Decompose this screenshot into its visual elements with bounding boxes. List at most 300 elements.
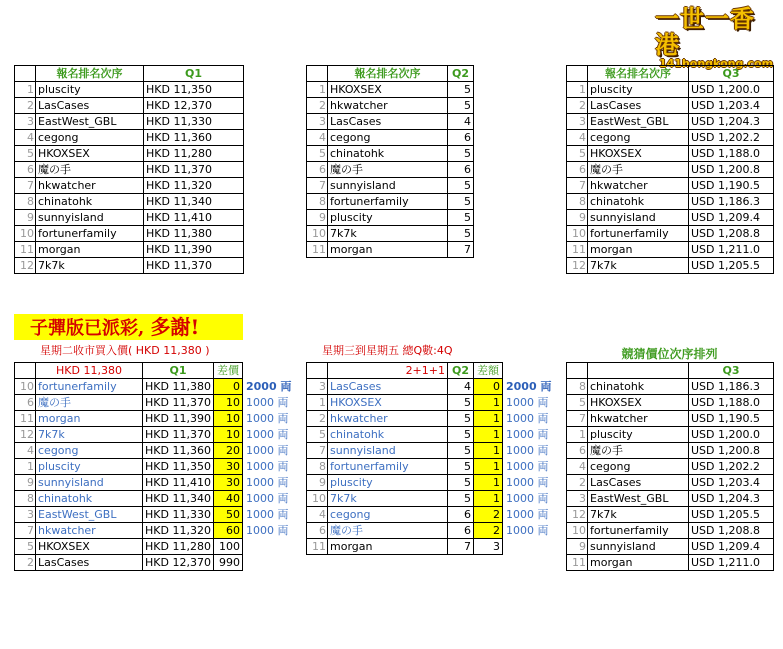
table-row <box>15 226 244 242</box>
table-cell: 5 <box>448 210 474 226</box>
table-cell: HKD 11,370 <box>144 258 244 274</box>
payout-cell: 1000 両 <box>246 524 289 537</box>
table-cell: 5 <box>448 475 474 491</box>
buy-price-note: 星期二收市買入價( HKD 11,380 ) <box>40 344 210 357</box>
result-table-q3 <box>566 362 774 571</box>
table-cell: morgan <box>328 539 448 555</box>
table-cell: fortunerfamily <box>588 523 689 539</box>
difference-cell: 990 <box>214 555 243 571</box>
table-cell: 魔の手 <box>328 162 448 178</box>
table-cell: USD 1,208.8 <box>689 523 774 539</box>
row-number: 3 <box>567 114 588 130</box>
row-number: 5 <box>15 146 36 162</box>
table-cell: 5 <box>448 146 474 162</box>
payout-cell: 1000 両 <box>506 428 549 441</box>
row-number: 9 <box>15 475 36 491</box>
header-cell: Q3 <box>689 66 774 82</box>
table-cell: 6 <box>448 507 474 523</box>
table-cell: 5 <box>448 226 474 242</box>
result-table-q2 <box>306 362 555 555</box>
table-q3 <box>566 65 774 274</box>
table-row <box>567 146 774 162</box>
row-number: 6 <box>307 162 328 178</box>
table-cell: morgan <box>36 411 143 427</box>
difference-cell: 60 <box>214 523 243 539</box>
table-cell: USD 1,190.5 <box>689 178 774 194</box>
row-number: 9 <box>567 210 588 226</box>
table-cell: HKD 11,370 <box>143 395 214 411</box>
table-row <box>15 82 244 98</box>
table-cell: USD 1,209.4 <box>689 210 774 226</box>
table-cell: LasCases <box>328 379 448 395</box>
difference-cell: 100 <box>214 539 243 555</box>
table-row <box>307 194 474 210</box>
row-number: 10 <box>15 226 36 242</box>
header-cell <box>15 66 36 82</box>
difference-cell: 10 <box>214 411 243 427</box>
table-cell: 7 <box>448 539 474 555</box>
table-cell: LasCases <box>328 114 448 130</box>
table-cell: 5 <box>448 411 474 427</box>
table-cell: chinatohk <box>36 194 144 210</box>
difference-cell: 2 <box>474 523 503 539</box>
table-cell: HKOXSEX <box>588 146 689 162</box>
table-cell: USD 1,186.3 <box>689 379 774 395</box>
table-cell: cegong <box>36 130 144 146</box>
difference-cell: 3 <box>474 539 503 555</box>
payout-cell: 1000 両 <box>246 492 289 505</box>
row-number: 6 <box>307 523 328 539</box>
row-number: 5 <box>567 395 588 411</box>
table-cell: 7 <box>448 242 474 258</box>
table-header <box>567 66 774 82</box>
table-row <box>567 82 774 98</box>
row-number: 8 <box>567 194 588 210</box>
table-cell: HKOXSEX <box>36 539 143 555</box>
row-number: 11 <box>15 242 36 258</box>
table-row <box>307 475 555 491</box>
table-cell: chinatohk <box>36 491 143 507</box>
banner-text: 子彈版已派彩, <box>30 318 151 339</box>
table-cell: HKD 11,280 <box>143 539 214 555</box>
table-cell: USD 1,211.0 <box>689 555 774 571</box>
table-header <box>307 66 474 82</box>
table-row <box>567 258 774 274</box>
table-cell: sunnyisland <box>36 210 144 226</box>
table-cell: cegong <box>328 130 448 146</box>
table-cell: 魔の手 <box>588 162 689 178</box>
table-row <box>567 395 774 411</box>
table-cell: cegong <box>328 507 448 523</box>
row-number: 2 <box>307 411 328 427</box>
table-cell: HKD 11,380 <box>144 226 244 242</box>
header-cell <box>567 363 588 379</box>
row-number: 10 <box>567 226 588 242</box>
table-cell: cegong <box>36 443 143 459</box>
difference-cell: 1 <box>474 491 503 507</box>
table-cell: pluscity <box>588 82 689 98</box>
row-number: 11 <box>567 555 588 571</box>
difference-cell: 1 <box>474 411 503 427</box>
table-cell: 6 <box>448 523 474 539</box>
table-cell: HKD 11,390 <box>143 411 214 427</box>
table-row <box>567 475 774 491</box>
row-number: 10 <box>567 523 588 539</box>
table-header <box>15 66 244 82</box>
table-cell: HKD 11,360 <box>143 443 214 459</box>
difference-cell: 20 <box>214 443 243 459</box>
table-cell: 7k7k <box>36 258 144 274</box>
table-cell: USD 1,200.0 <box>689 427 774 443</box>
table-cell: USD 1,190.5 <box>689 411 774 427</box>
table-q1 <box>14 65 244 274</box>
row-number: 9 <box>567 539 588 555</box>
table-row <box>567 427 774 443</box>
header-cell: 報名排名次序 <box>588 66 689 82</box>
row-number: 2 <box>15 98 36 114</box>
table-cell: 5 <box>448 459 474 475</box>
table-cell: 魔の手 <box>36 395 143 411</box>
logo-title: 一世一香港 <box>655 4 755 59</box>
q-count-note: 星期三到星期五 總Q數:4Q <box>322 344 453 357</box>
payout-cell: 1000 両 <box>246 412 289 425</box>
difference-cell: 30 <box>214 475 243 491</box>
payout-cell: 1000 両 <box>246 460 289 473</box>
row-number: 7 <box>567 411 588 427</box>
table-row <box>15 258 244 274</box>
row-number: 12 <box>567 507 588 523</box>
table-cell: 6 <box>448 162 474 178</box>
q3-ranking-title: 競猜價位次序排列 <box>621 347 718 361</box>
table-row <box>307 491 555 507</box>
table-row <box>15 162 244 178</box>
row-number: 8 <box>307 459 328 475</box>
payout-cell <box>243 555 345 571</box>
table-row <box>307 146 474 162</box>
payout-cell: 1000 両 <box>246 428 289 441</box>
table-row <box>15 555 345 571</box>
table-cell: 5 <box>448 427 474 443</box>
table-row <box>567 443 774 459</box>
table-cell: USD 1,204.3 <box>689 114 774 130</box>
table-cell: fortunerfamily <box>36 226 144 242</box>
table-cell: USD 1,188.0 <box>689 146 774 162</box>
row-number: 6 <box>567 162 588 178</box>
table-cell: morgan <box>36 242 144 258</box>
logo-url: 141hongkong.com <box>659 57 774 70</box>
table-row <box>15 459 345 475</box>
table-row <box>307 539 555 555</box>
table-cell: hkwatcher <box>588 411 689 427</box>
header-cell: HKD 11,380 <box>36 363 143 379</box>
table-cell: 7k7k <box>588 258 689 274</box>
table-cell: morgan <box>328 242 448 258</box>
row-number: 4 <box>307 507 328 523</box>
table-cell: HKD 11,350 <box>143 459 214 475</box>
table-cell: USD 1,200.0 <box>689 82 774 98</box>
payout-cell: 1000 両 <box>506 460 549 473</box>
table-cell: 5 <box>448 98 474 114</box>
table-row <box>307 162 474 178</box>
table-cell: USD 1,208.8 <box>689 226 774 242</box>
table-cell: USD 1,203.4 <box>689 475 774 491</box>
table-row <box>15 178 244 194</box>
table-cell: fortunerfamily <box>328 194 448 210</box>
difference-cell: 1 <box>474 459 503 475</box>
header-cell: 報名排名次序 <box>328 66 448 82</box>
row-number: 7 <box>567 178 588 194</box>
payout-cell: 2000 両 <box>246 380 292 393</box>
payout-cell: 1000 両 <box>506 524 549 537</box>
table-row <box>567 226 774 242</box>
table-header <box>307 363 555 379</box>
header-cell <box>588 363 689 379</box>
table-cell: LasCases <box>36 555 143 571</box>
table-cell: pluscity <box>588 427 689 443</box>
table-cell: EastWest_GBL <box>588 491 689 507</box>
table-row <box>307 98 474 114</box>
payout-cell: 1000 両 <box>246 396 289 409</box>
table-row <box>567 162 774 178</box>
table-row <box>15 443 345 459</box>
table-cell: HKD 11,330 <box>143 507 214 523</box>
table-cell: HKD 11,380 <box>143 379 214 395</box>
payout-cell: 1000 両 <box>506 396 549 409</box>
payout-cell: 1000 両 <box>246 508 289 521</box>
table-cell: HKD 11,410 <box>144 210 244 226</box>
table-cell: HKD 11,320 <box>144 178 244 194</box>
table-cell: 5 <box>448 491 474 507</box>
table-cell: HKD 11,390 <box>144 242 244 258</box>
table-row <box>567 130 774 146</box>
table-cell: 5 <box>448 443 474 459</box>
row-number: 3 <box>307 114 328 130</box>
table-header <box>15 363 345 379</box>
table-row <box>307 507 555 523</box>
row-number: 3 <box>15 114 36 130</box>
difference-cell: 0 <box>214 379 243 395</box>
row-number: 2 <box>567 98 588 114</box>
table-cell: 4 <box>448 114 474 130</box>
table-row <box>307 178 474 194</box>
table-cell: 魔の手 <box>328 523 448 539</box>
payout-cell <box>503 539 555 555</box>
table-cell: 7k7k <box>328 491 448 507</box>
header-cell <box>307 363 328 379</box>
table-cell: pluscity <box>36 82 144 98</box>
table-row <box>15 427 345 443</box>
row-number: 8 <box>307 194 328 210</box>
header-spacer <box>503 363 555 379</box>
banner-thanks: 多謝! <box>150 315 200 339</box>
table-cell: USD 1,203.4 <box>689 98 774 114</box>
table-cell: chinatohk <box>588 379 689 395</box>
header-cell <box>567 66 588 82</box>
site-logo <box>655 4 777 70</box>
difference-cell: 1 <box>474 395 503 411</box>
difference-cell: 30 <box>214 459 243 475</box>
table-row <box>567 242 774 258</box>
table-q2 <box>306 65 474 258</box>
row-number: 3 <box>15 507 36 523</box>
table-row <box>15 114 244 130</box>
table-cell: pluscity <box>328 210 448 226</box>
table-row <box>567 98 774 114</box>
table-cell: HKD 11,340 <box>144 194 244 210</box>
table-cell: cegong <box>588 130 689 146</box>
header-cell: Q1 <box>144 66 244 82</box>
table-cell: HKD 11,280 <box>144 146 244 162</box>
row-number: 4 <box>15 443 36 459</box>
header-cell: Q1 <box>143 363 214 379</box>
row-number: 12 <box>15 427 36 443</box>
table-cell: LasCases <box>588 98 689 114</box>
row-number: 11 <box>567 242 588 258</box>
table-cell: LasCases <box>588 475 689 491</box>
result-table-q1 <box>14 362 345 571</box>
row-number: 9 <box>307 210 328 226</box>
table-cell: HKOXSEX <box>36 146 144 162</box>
table-cell: sunnyisland <box>328 178 448 194</box>
row-number: 1 <box>307 395 328 411</box>
table-row <box>567 210 774 226</box>
table-row <box>307 395 555 411</box>
table-cell: fortunerfamily <box>328 459 448 475</box>
table-row <box>567 379 774 395</box>
row-number: 4 <box>307 130 328 146</box>
table-row <box>567 555 774 571</box>
table-cell: HKD 12,370 <box>144 98 244 114</box>
table-row <box>307 459 555 475</box>
row-number: 12 <box>567 258 588 274</box>
table-row <box>15 379 345 395</box>
row-number: 8 <box>15 194 36 210</box>
payout-cell: 1000 両 <box>506 508 549 521</box>
table-cell: LasCases <box>36 98 144 114</box>
row-number: 2 <box>307 98 328 114</box>
row-number: 12 <box>15 258 36 274</box>
payout-cell: 1000 両 <box>506 492 549 505</box>
row-number: 1 <box>307 82 328 98</box>
payout-cell: 1000 両 <box>246 476 289 489</box>
table-row <box>307 523 555 539</box>
table-row <box>307 82 474 98</box>
row-number: 1 <box>567 82 588 98</box>
table-cell: chinatohk <box>328 427 448 443</box>
table-cell: fortunerfamily <box>588 226 689 242</box>
row-number: 6 <box>15 162 36 178</box>
table-row <box>15 491 345 507</box>
row-number: 3 <box>307 379 328 395</box>
table-cell: 7k7k <box>328 226 448 242</box>
row-number: 5 <box>15 539 36 555</box>
table-cell: 5 <box>448 395 474 411</box>
table-cell: hkwatcher <box>36 178 144 194</box>
table-cell: HKOXSEX <box>588 395 689 411</box>
table-row <box>15 395 345 411</box>
row-number: 10 <box>307 226 328 242</box>
table-cell: HKD 11,360 <box>144 130 244 146</box>
table-row <box>567 411 774 427</box>
row-number: 6 <box>567 443 588 459</box>
difference-cell: 40 <box>214 491 243 507</box>
table-cell: USD 1,202.2 <box>689 130 774 146</box>
table-cell: fortunerfamily <box>36 379 143 395</box>
row-number: 11 <box>307 242 328 258</box>
table-cell: HKD 11,320 <box>143 523 214 539</box>
header-cell <box>307 66 328 82</box>
table-cell: EastWest_GBL <box>36 507 143 523</box>
row-number: 5 <box>567 146 588 162</box>
table-cell: cegong <box>588 459 689 475</box>
table-row <box>15 194 244 210</box>
payout-cell: 1000 両 <box>506 444 549 457</box>
table-cell: 7k7k <box>36 427 143 443</box>
table-cell: pluscity <box>36 459 143 475</box>
table-row <box>567 523 774 539</box>
header-cell: Q2 <box>448 363 474 379</box>
table-cell: chinatohk <box>328 146 448 162</box>
table-cell: pluscity <box>328 475 448 491</box>
table-cell: HKD 11,350 <box>144 82 244 98</box>
difference-cell: 0 <box>474 379 503 395</box>
table-row <box>307 379 555 395</box>
row-number: 1 <box>15 459 36 475</box>
table-row <box>567 114 774 130</box>
table-cell: USD 1,202.2 <box>689 459 774 475</box>
table-cell: 5 <box>448 178 474 194</box>
row-number: 7 <box>15 178 36 194</box>
table-cell: USD 1,186.3 <box>689 194 774 210</box>
difference-cell: 10 <box>214 395 243 411</box>
table-cell: 4 <box>448 379 474 395</box>
table-row <box>307 411 555 427</box>
row-number: 3 <box>567 491 588 507</box>
table-cell: sunnyisland <box>588 210 689 226</box>
row-number: 5 <box>307 427 328 443</box>
difference-cell: 1 <box>474 443 503 459</box>
header-cell: Q3 <box>689 363 774 379</box>
table-header <box>567 363 774 379</box>
table-cell: hkwatcher <box>36 523 143 539</box>
row-number: 10 <box>307 491 328 507</box>
table-row <box>15 210 244 226</box>
table-cell: morgan <box>588 242 689 258</box>
table-row <box>307 114 474 130</box>
table-cell: USD 1,209.4 <box>689 539 774 555</box>
table-cell: hkwatcher <box>328 98 448 114</box>
header-cell: 2+1+1 <box>328 363 448 379</box>
table-row <box>15 146 244 162</box>
difference-cell: 1 <box>474 475 503 491</box>
table-cell: USD 1,204.3 <box>689 491 774 507</box>
table-cell: hkwatcher <box>588 178 689 194</box>
table-cell: HKD 12,370 <box>143 555 214 571</box>
header-cell: 報名排名次序 <box>36 66 144 82</box>
table-cell: 7k7k <box>588 507 689 523</box>
table-cell: HKD 11,340 <box>143 491 214 507</box>
table-cell: EastWest_GBL <box>588 114 689 130</box>
table-cell: sunnyisland <box>36 475 143 491</box>
difference-cell: 10 <box>214 427 243 443</box>
row-number: 9 <box>15 210 36 226</box>
table-row <box>567 491 774 507</box>
row-number: 4 <box>567 130 588 146</box>
header-cell: 差價 <box>214 363 243 379</box>
table-row <box>15 411 345 427</box>
row-number: 7 <box>15 523 36 539</box>
table-row <box>15 98 244 114</box>
